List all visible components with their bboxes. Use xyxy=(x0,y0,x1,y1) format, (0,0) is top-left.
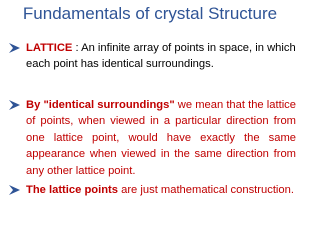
term-lattice-points: The lattice points xyxy=(26,184,118,196)
statement-text: just mathematical construction. xyxy=(140,184,294,196)
bullet-text xyxy=(26,97,296,179)
arrow-bullet-icon xyxy=(8,98,22,112)
connector-text: are xyxy=(118,184,141,196)
lead-text: By xyxy=(26,99,44,111)
bullet-identical-surroundings xyxy=(8,97,296,179)
slide-title: Fundamentals of crystal Structure xyxy=(22,4,278,23)
bullet-lattice-points xyxy=(8,182,296,198)
term-lattice: LATTICE xyxy=(26,42,73,54)
arrow-bullet-icon xyxy=(8,183,22,197)
bullet-text xyxy=(26,40,296,73)
definition-text: An infinite array of points in space, in which each point has identical surroundings. xyxy=(26,42,296,71)
explanation-text: we mean that the lattice of points, when viewed in a particular direction from one lattice point, would have exactly the same appearance when viewed in the same direction from any other lattice point. xyxy=(26,99,296,177)
arrow-bullet-icon xyxy=(8,41,22,55)
separator: : xyxy=(72,42,82,54)
term-identical-surroundings: "identical surroundings" xyxy=(43,99,175,111)
bullet-text xyxy=(26,182,296,198)
bullet-lattice-definition xyxy=(8,40,296,73)
